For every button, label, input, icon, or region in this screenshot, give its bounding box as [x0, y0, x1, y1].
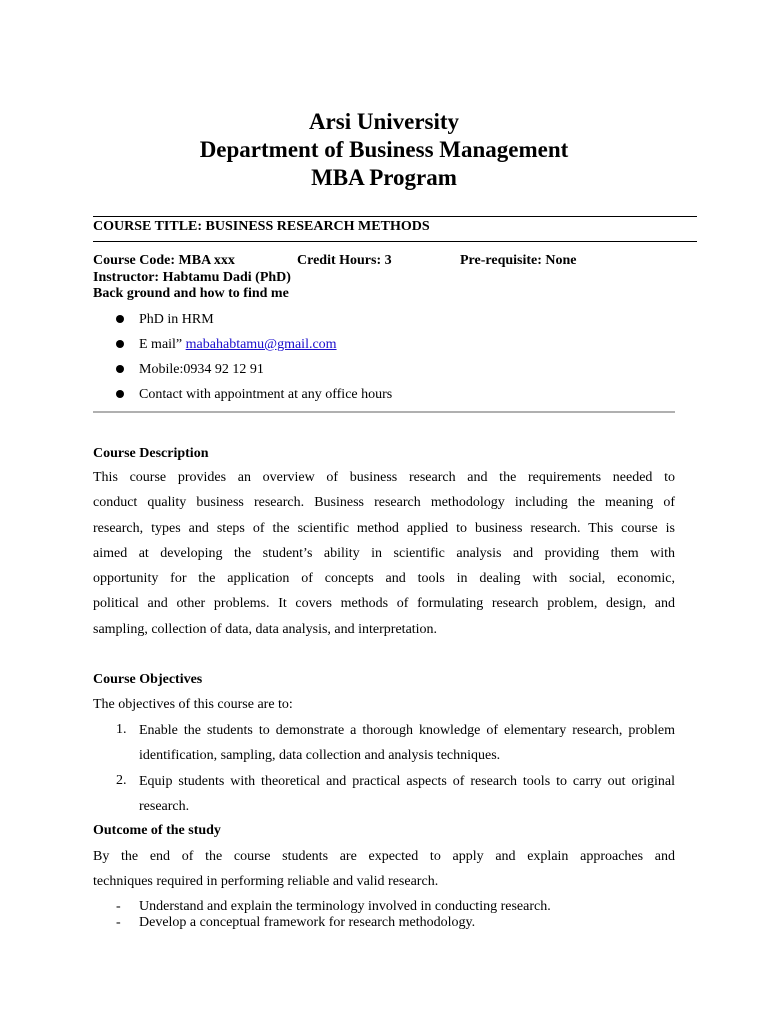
dash-marker: - — [116, 915, 121, 930]
prerequisite: Pre-requisite: None — [460, 253, 577, 268]
section-divider — [93, 411, 675, 413]
description-line: opportunity for the application of concepts and tools in dealing with social, economic, — [93, 571, 675, 587]
outcome-item: Understand and explain the terminology involved in conducting research. — [139, 899, 551, 914]
description-line: sampling, collection of data, data analysis, and interpretation. — [93, 621, 438, 637]
outcome-item: Develop a conceptual framework for research methodology. — [139, 915, 476, 930]
email-label: E mail” — [139, 337, 186, 352]
outcome-line: techniques required in performing reliable and valid research. — [93, 874, 439, 890]
objective-item: Equip students with theoretical and practical aspects of research tools to carry out original research. — [139, 774, 675, 814]
department-name: Department of Business Management — [199, 137, 569, 162]
description-line: This course provides an overview of business research and the requirements needed to — [93, 470, 675, 485]
background-email — [139, 337, 337, 353]
course-description — [93, 465, 675, 642]
course-description-heading: Course Description — [93, 446, 209, 461]
bullet-icon — [116, 390, 124, 398]
outcome-heading: Outcome of the study — [93, 823, 221, 838]
bullet-icon — [116, 365, 124, 373]
outcome-line: By the end of the course students are expected to apply and explain approaches and — [93, 849, 675, 864]
objective-item: Enable the students to demonstrate a thorough knowledge of elementary research, problem identification, sampling, data collection and analysis techniques. — [139, 723, 675, 763]
background-contact: Contact with appointment at any office hours — [139, 387, 393, 402]
credit-hours: Credit Hours: 3 — [297, 253, 392, 268]
title-rule — [93, 241, 697, 242]
document-header — [0, 108, 768, 192]
program-name: MBA Program — [311, 165, 457, 190]
description-line: conduct quality business research. Business research methodology including the meaning of — [93, 495, 675, 511]
bullet-icon — [116, 315, 124, 323]
top-rule — [93, 216, 697, 217]
university-name: Arsi University — [308, 109, 460, 134]
outcome-intro — [93, 844, 675, 895]
objective-number: 1. — [116, 722, 127, 737]
email-link[interactable]: mabahabtamu@gmail.com — [185, 337, 337, 352]
course-code: Course Code: MBA xxx — [93, 253, 235, 268]
description-line: aimed at developing the student’s ability in scientific analysis and providing them with — [93, 545, 675, 561]
course-objectives-heading: Course Objectives — [93, 672, 203, 687]
dash-marker: - — [116, 899, 121, 914]
description-line: research, types and steps of the scientific method applied to business research. This course is — [93, 520, 675, 536]
description-line: political and other problems. It covers methods of formulating research problem, design, and — [93, 596, 675, 612]
background-phd: PhD in HRM — [139, 312, 214, 327]
objectives-intro: The objectives of this course are to: — [93, 697, 293, 712]
background-heading: Back ground and how to find me — [93, 286, 289, 301]
background-mobile: Mobile:0934 92 12 91 — [139, 362, 264, 377]
bullet-icon — [116, 340, 124, 348]
instructor: Instructor: Habtamu Dadi (PhD) — [93, 270, 291, 285]
course-title: COURSE TITLE: BUSINESS RESEARCH METHODS — [93, 219, 430, 234]
objective-number: 2. — [116, 773, 127, 788]
